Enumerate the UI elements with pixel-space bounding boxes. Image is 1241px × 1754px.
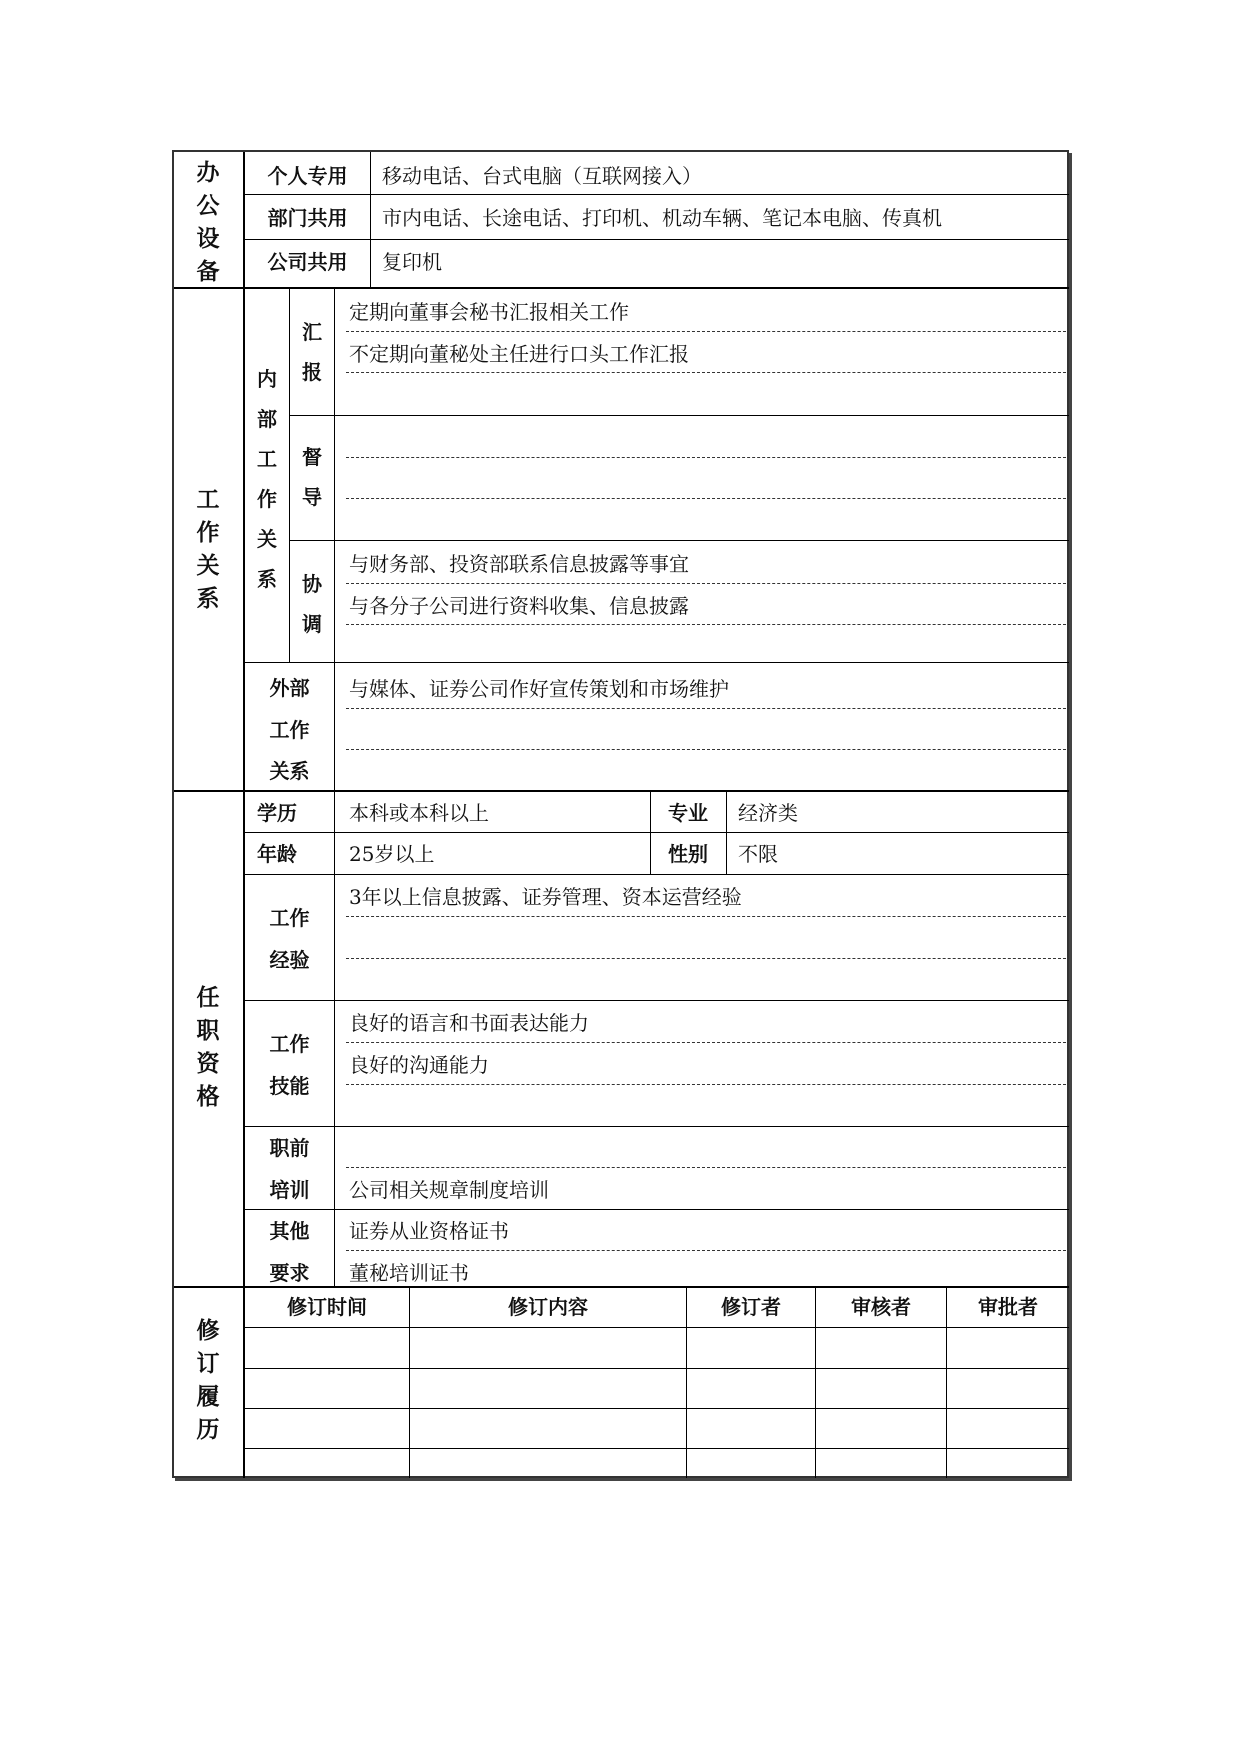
major-value: 经济类	[738, 801, 798, 825]
external-line-1: 与媒体、证券公司作好宣传策划和市场维护	[349, 677, 729, 701]
work-relations-title: 工作关系	[196, 487, 220, 612]
personal-use-label: 个人专用	[267, 164, 348, 188]
external-label-3: 关系	[269, 759, 310, 783]
other-label-2: 要求	[269, 1261, 310, 1285]
other-label-1: 其他	[269, 1219, 310, 1243]
department-shared-value: 市内电话、长途电话、打印机、机动车辆、笔记本电脑、传真机	[382, 206, 942, 230]
age-label: 年龄	[257, 842, 297, 866]
qualifications-title: 任职资格	[196, 985, 220, 1110]
external-label-2: 工作	[269, 718, 310, 742]
training-label-1: 职前	[269, 1136, 310, 1160]
other-line-2: 董秘培训证书	[349, 1261, 469, 1285]
skills-label-1: 工作	[269, 1032, 310, 1056]
revision-row[interactable]	[245, 1409, 1069, 1448]
education-label: 学历	[257, 801, 297, 825]
report-line-2: 不定期向董秘处主任进行口头工作汇报	[349, 342, 689, 366]
coordinate-line-1: 与财务部、投资部联系信息披露等事宜	[349, 552, 689, 576]
report-line-1: 定期向董事会秘书汇报相关工作	[349, 300, 629, 324]
report-label: 汇报	[302, 320, 322, 384]
company-shared-label: 公司共用	[267, 250, 348, 274]
revision-row[interactable]	[245, 1328, 1069, 1368]
internal-relations-label: 内部工作关系	[257, 367, 277, 591]
job-description-table	[172, 150, 1069, 1478]
revision-time-header: 修订时间	[287, 1295, 367, 1319]
supervise-label: 督导	[302, 445, 322, 509]
approver-header: 审批者	[978, 1295, 1038, 1319]
training-label-2: 培训	[269, 1178, 310, 1202]
gender-label: 性别	[668, 842, 708, 866]
skills-line-2: 良好的沟通能力	[349, 1053, 489, 1077]
skills-label-2: 技能	[269, 1074, 310, 1098]
coordinate-line-2: 与各分子公司进行资料收集、信息披露	[349, 594, 689, 618]
major-label: 专业	[668, 801, 708, 825]
personal-use-value: 移动电话、台式电脑（互联网接入）	[382, 164, 702, 188]
gender-value: 不限	[738, 842, 778, 866]
external-label-1: 外部	[269, 676, 310, 700]
coordinate-label: 协调	[302, 572, 322, 636]
experience-label-2: 经验	[269, 948, 310, 972]
experience-label-1: 工作	[269, 906, 310, 930]
revision-content-header: 修订内容	[508, 1295, 588, 1319]
other-line-1: 证券从业资格证书	[349, 1219, 509, 1243]
revision-history-title: 修订履历	[196, 1318, 220, 1443]
department-shared-label: 部门共用	[267, 206, 348, 230]
training-line-2: 公司相关规章制度培训	[349, 1178, 549, 1202]
experience-line-1: 3年以上信息披露、证券管理、资本运营经验	[349, 885, 742, 909]
reviser-header: 修订者	[721, 1295, 781, 1319]
revision-row[interactable]	[245, 1369, 1069, 1408]
skills-line-1: 良好的语言和书面表达能力	[349, 1011, 589, 1035]
office-equipment-title: 办公设备	[196, 160, 220, 285]
company-shared-value: 复印机	[382, 250, 442, 274]
education-value: 本科或本科以上	[349, 801, 489, 825]
reviewer-header: 审核者	[851, 1295, 911, 1319]
age-value: 25岁以上	[349, 842, 435, 866]
